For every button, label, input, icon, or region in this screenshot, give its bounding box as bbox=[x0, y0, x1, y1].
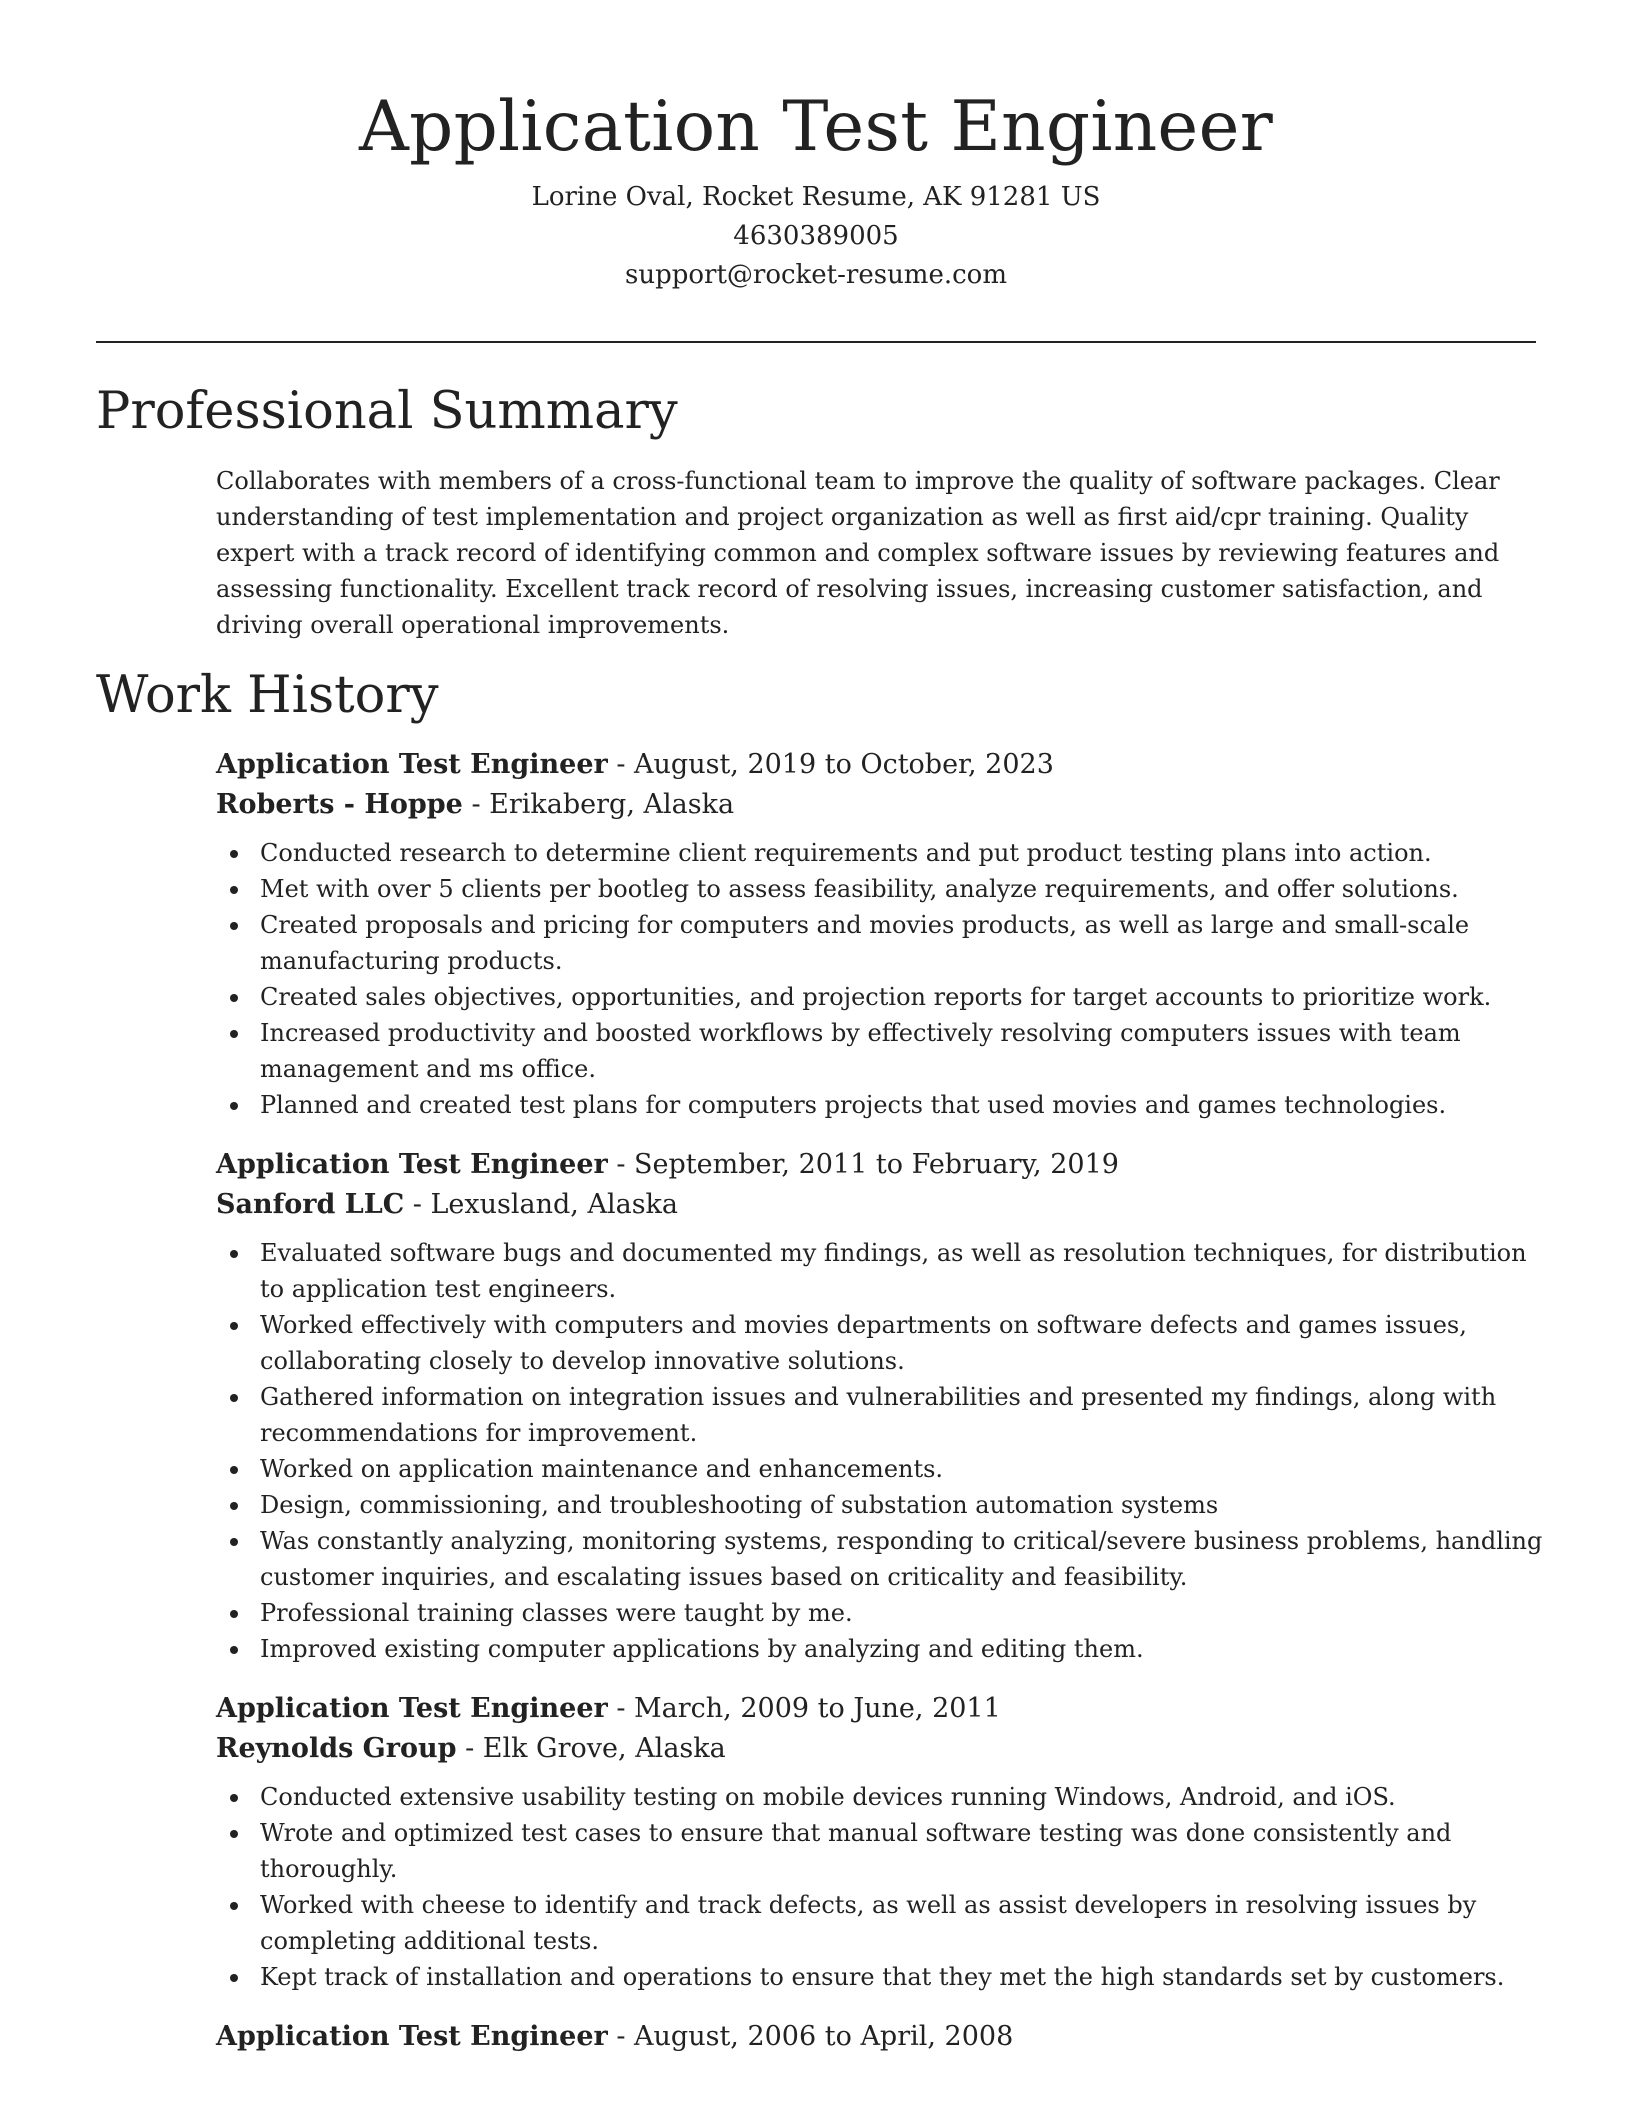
job-title: Application Test Engineer bbox=[216, 1149, 608, 1180]
list-item bbox=[216, 871, 1546, 907]
job-company: Sanford LLC bbox=[216, 1189, 405, 1220]
job-dates: - March, 2009 to June, 2011 bbox=[607, 1693, 1001, 1724]
job-entry bbox=[216, 2017, 1546, 2057]
contact-address: Lorine Oval, Rocket Resume, AK 91281 US bbox=[531, 182, 1101, 212]
job-bullets bbox=[216, 1235, 1546, 1667]
list-item bbox=[216, 1815, 1546, 1887]
job-location: - Erikaberg, Alaska bbox=[462, 789, 735, 820]
work-history-list bbox=[216, 745, 1546, 2079]
bullet-text: Conducted research to determine client requirements and put product testing plans into action. bbox=[260, 839, 1432, 867]
list-item bbox=[216, 1523, 1546, 1595]
list-item bbox=[216, 979, 1546, 1015]
contact-email: support@rocket-resume.com bbox=[624, 260, 1007, 290]
list-item bbox=[216, 1887, 1546, 1959]
list-item bbox=[216, 1631, 1546, 1667]
bullet-text: Kept track of installation and operations to ensure that they met the high standards set by customers. bbox=[260, 1963, 1505, 1991]
job-title-line bbox=[216, 1689, 1546, 1729]
bullet-icon bbox=[230, 1830, 238, 1838]
summary-text: Collaborates with members of a cross-functional team to improve the quality of software packages. Clear understanding of test implementation and project organization as well as first aid/cpr training. Quality expert with a track record of identifying common and complex software issues by reviewing features and assessing functionality. Excellent track record of resolving issues, increasing customer satisfaction, and driving overall operational improvements. bbox=[216, 467, 1500, 639]
list-item bbox=[216, 1451, 1546, 1487]
job-dates: - August, 2019 to October, 2023 bbox=[607, 749, 1054, 780]
list-item bbox=[216, 907, 1546, 979]
bullet-icon bbox=[230, 1030, 238, 1038]
bullet-icon bbox=[230, 922, 238, 930]
bullet-icon bbox=[230, 850, 238, 858]
job-title-line bbox=[216, 2017, 1546, 2057]
job-title-line bbox=[216, 1145, 1546, 1185]
bullet-icon bbox=[230, 1466, 238, 1474]
job-bullets bbox=[216, 835, 1546, 1123]
list-item bbox=[216, 1015, 1546, 1087]
bullet-text: Worked with cheese to identify and track defects, as well as assist developers in resolving issues by completing additional tests. bbox=[260, 1891, 1477, 1955]
bullet-icon bbox=[230, 1538, 238, 1546]
bullet-icon bbox=[230, 1322, 238, 1330]
bullet-text: Created sales objectives, opportunities, and projection reports for target accounts to prioritize work. bbox=[260, 983, 1492, 1011]
bullet-text: Planned and created test plans for computers projects that used movies and games technologies. bbox=[260, 1091, 1447, 1119]
contact-info bbox=[0, 178, 1632, 295]
bullet-text: Improved existing computer applications by analyzing and editing them. bbox=[260, 1635, 1144, 1663]
bullet-text: Worked effectively with computers and movies departments on software defects and games issues, collaborating closely to develop innovative solutions. bbox=[260, 1311, 1467, 1375]
list-item bbox=[216, 1087, 1546, 1123]
job-location: - Lexusland, Alaska bbox=[404, 1189, 679, 1220]
job-title-line bbox=[216, 745, 1546, 785]
header-divider bbox=[96, 341, 1536, 343]
bullet-icon bbox=[230, 1502, 238, 1510]
list-item bbox=[216, 1595, 1546, 1631]
contact-phone: 4630389005 bbox=[733, 221, 899, 251]
list-item bbox=[216, 835, 1546, 871]
bullet-icon bbox=[230, 994, 238, 1002]
list-item bbox=[216, 1959, 1546, 1995]
bullet-text: Professional training classes were taught by me. bbox=[260, 1599, 853, 1627]
bullet-icon bbox=[230, 1794, 238, 1802]
job-company: Roberts - Hoppe bbox=[216, 789, 463, 820]
list-item bbox=[216, 1779, 1546, 1815]
job-entry bbox=[216, 1145, 1546, 1667]
job-company: Reynolds Group bbox=[216, 1733, 457, 1764]
page-title: Application Test Engineer bbox=[358, 87, 1273, 167]
bullet-text: Increased productivity and boosted workflows by effectively resolving computers issues with team management and ms office. bbox=[260, 1019, 1461, 1083]
bullet-text: Gathered information on integration issues and vulnerabilities and presented my findings, along with recommendations for improvement. bbox=[260, 1383, 1497, 1447]
bullet-text: Was constantly analyzing, monitoring systems, responding to critical/severe business problems, handling customer inquiries, and escalating issues based on criticality and feasibility. bbox=[260, 1527, 1543, 1591]
job-dates: - August, 2006 to April, 2008 bbox=[607, 2021, 1014, 2052]
job-entry bbox=[216, 1689, 1546, 1995]
bullet-icon bbox=[230, 1646, 238, 1654]
bullet-text: Worked on application maintenance and enhancements. bbox=[260, 1455, 944, 1483]
resume-header bbox=[0, 0, 1632, 295]
bullet-text: Design, commissioning, and troubleshooting of substation automation systems bbox=[260, 1491, 1219, 1519]
job-title: Application Test Engineer bbox=[216, 749, 608, 780]
bullet-icon bbox=[230, 886, 238, 894]
bullet-text: Met with over 5 clients per bootleg to assess feasibility, analyze requirements, and offer solutions. bbox=[260, 875, 1459, 903]
bullet-icon bbox=[230, 1902, 238, 1910]
list-item bbox=[216, 1307, 1546, 1379]
job-location: - Elk Grove, Alaska bbox=[456, 1733, 726, 1764]
bullet-text: Wrote and optimized test cases to ensure that manual software testing was done consistently and thoroughly. bbox=[260, 1819, 1452, 1883]
job-company-line bbox=[216, 1185, 1546, 1225]
job-dates: - September, 2011 to February, 2019 bbox=[607, 1149, 1119, 1180]
job-company-line bbox=[216, 1729, 1546, 1769]
summary-heading: Professional Summary bbox=[96, 382, 678, 441]
bullet-icon bbox=[230, 1250, 238, 1258]
bullet-icon bbox=[230, 1974, 238, 1982]
work-history-heading: Work History bbox=[96, 666, 439, 725]
bullet-text: Conducted extensive usability testing on mobile devices running Windows, Android, and iOS. bbox=[260, 1783, 1396, 1811]
bullet-icon bbox=[230, 1394, 238, 1402]
list-item bbox=[216, 1487, 1546, 1523]
job-entry bbox=[216, 745, 1546, 1123]
job-title: Application Test Engineer bbox=[216, 1693, 608, 1724]
list-item bbox=[216, 1235, 1546, 1307]
bullet-icon bbox=[230, 1610, 238, 1618]
bullet-text: Evaluated software bugs and documented my findings, as well as resolution techniques, for distribution to application test engineers. bbox=[260, 1239, 1527, 1303]
job-title: Application Test Engineer bbox=[216, 2021, 608, 2052]
job-company-line bbox=[216, 785, 1546, 825]
list-item bbox=[216, 1379, 1546, 1451]
bullet-icon bbox=[230, 1102, 238, 1110]
job-bullets bbox=[216, 1779, 1546, 1995]
bullet-text: Created proposals and pricing for computers and movies products, as well as large and small-scale manufacturing products. bbox=[260, 911, 1470, 975]
